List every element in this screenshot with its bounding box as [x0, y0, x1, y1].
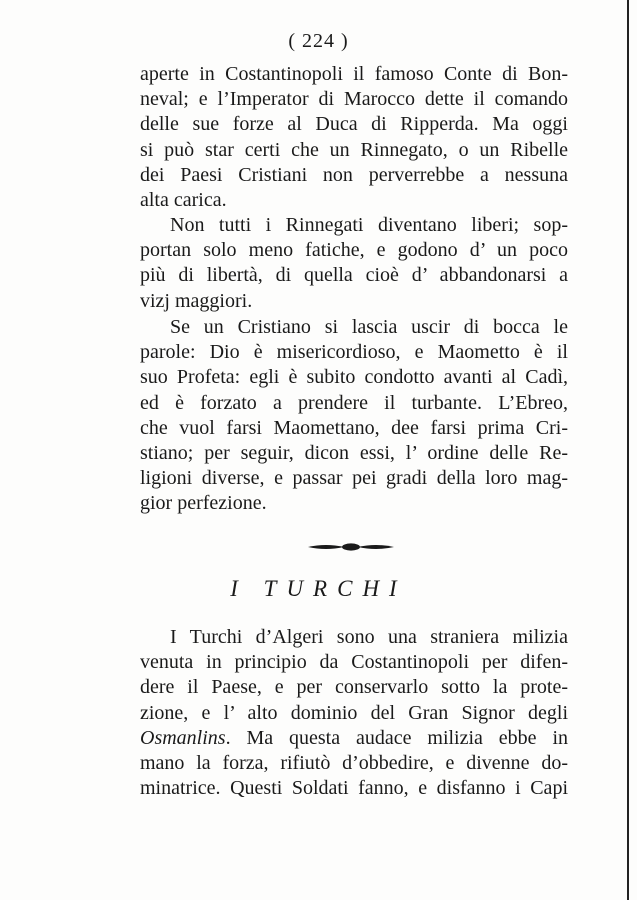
text-line: minatrice. Questi Soldati fanno, e disfanno i Capi — [140, 777, 568, 800]
text-line: Non tutti i Rinnegati diventano liberi; sop- — [170, 214, 568, 236]
ornament-divider-icon — [306, 540, 396, 554]
text-line: che vuol farsi Maomettano, dee farsi prima Cri- — [140, 416, 568, 439]
text-line: ligioni diverse, e passar pei gradi della loro mag- — [140, 467, 568, 490]
text-line: stiano; per seguir, dicon essi, l’ ordine delle Re- — [140, 442, 568, 465]
text-line: venuta in principio da Costantinopoli per difen- — [140, 651, 568, 674]
text-line — [140, 726, 568, 751]
paragraph-continuation — [140, 62, 568, 213]
text-line: alta carica. — [140, 189, 227, 212]
text-line: aperte in Costantinopoli il famoso Conte di Bon- — [140, 63, 568, 85]
text-line: si può star certi che un Rinnegato, o un Ribelle — [140, 138, 568, 161]
text-line: dere il Paese, e per conservarlo sotto la prote- — [140, 676, 568, 699]
page-edge-line — [627, 0, 629, 900]
text-segment: . Ma questa audace milizia ebbe in — [225, 726, 568, 749]
paragraph-cristiano — [140, 315, 568, 517]
text-line: suo Profeta: egli è subito condotto avanti al Cadì, — [140, 366, 568, 389]
text-line: ed è forzato a prendere il turbante. L’Ebreo, — [140, 391, 568, 414]
page-number: ( 224 ) — [288, 30, 349, 52]
section-heading: I TURCHI — [230, 576, 407, 601]
text-line: parole: Dio è misericordioso, e Maometto è il — [140, 341, 568, 364]
text-line: più di libertà, di quella cioè d’ abbandonarsi a — [140, 264, 568, 287]
text-line: zione, e l’ alto dominio del Gran Signor degli — [140, 701, 568, 724]
paragraph-rinnegati — [140, 213, 568, 314]
text-line: delle sue forze al Duca di Ripperda. Ma oggi — [140, 113, 568, 136]
text-line: I Turchi d’Algeri sono una straniera milizia — [170, 626, 568, 648]
text-line: Se un Cristiano si lascia uscir di bocca le — [170, 316, 568, 338]
text-line: mano la forza, rifiutò d’obbedire, e divenne do- — [140, 752, 568, 775]
paragraph-turchi — [140, 625, 568, 801]
text-line: vizj maggiori. — [140, 289, 253, 312]
text-line: gior perfezione. — [140, 492, 267, 515]
text-line: neval; e l’Imperator di Marocco dette il comando — [140, 88, 568, 111]
text-line: portan solo meno fatiche, e godono d’ un poco — [140, 239, 568, 262]
italic-term: Osmanlins — [140, 726, 226, 749]
text-line: dei Paesi Cristiani non perverrebbe a nessuna — [140, 163, 568, 186]
